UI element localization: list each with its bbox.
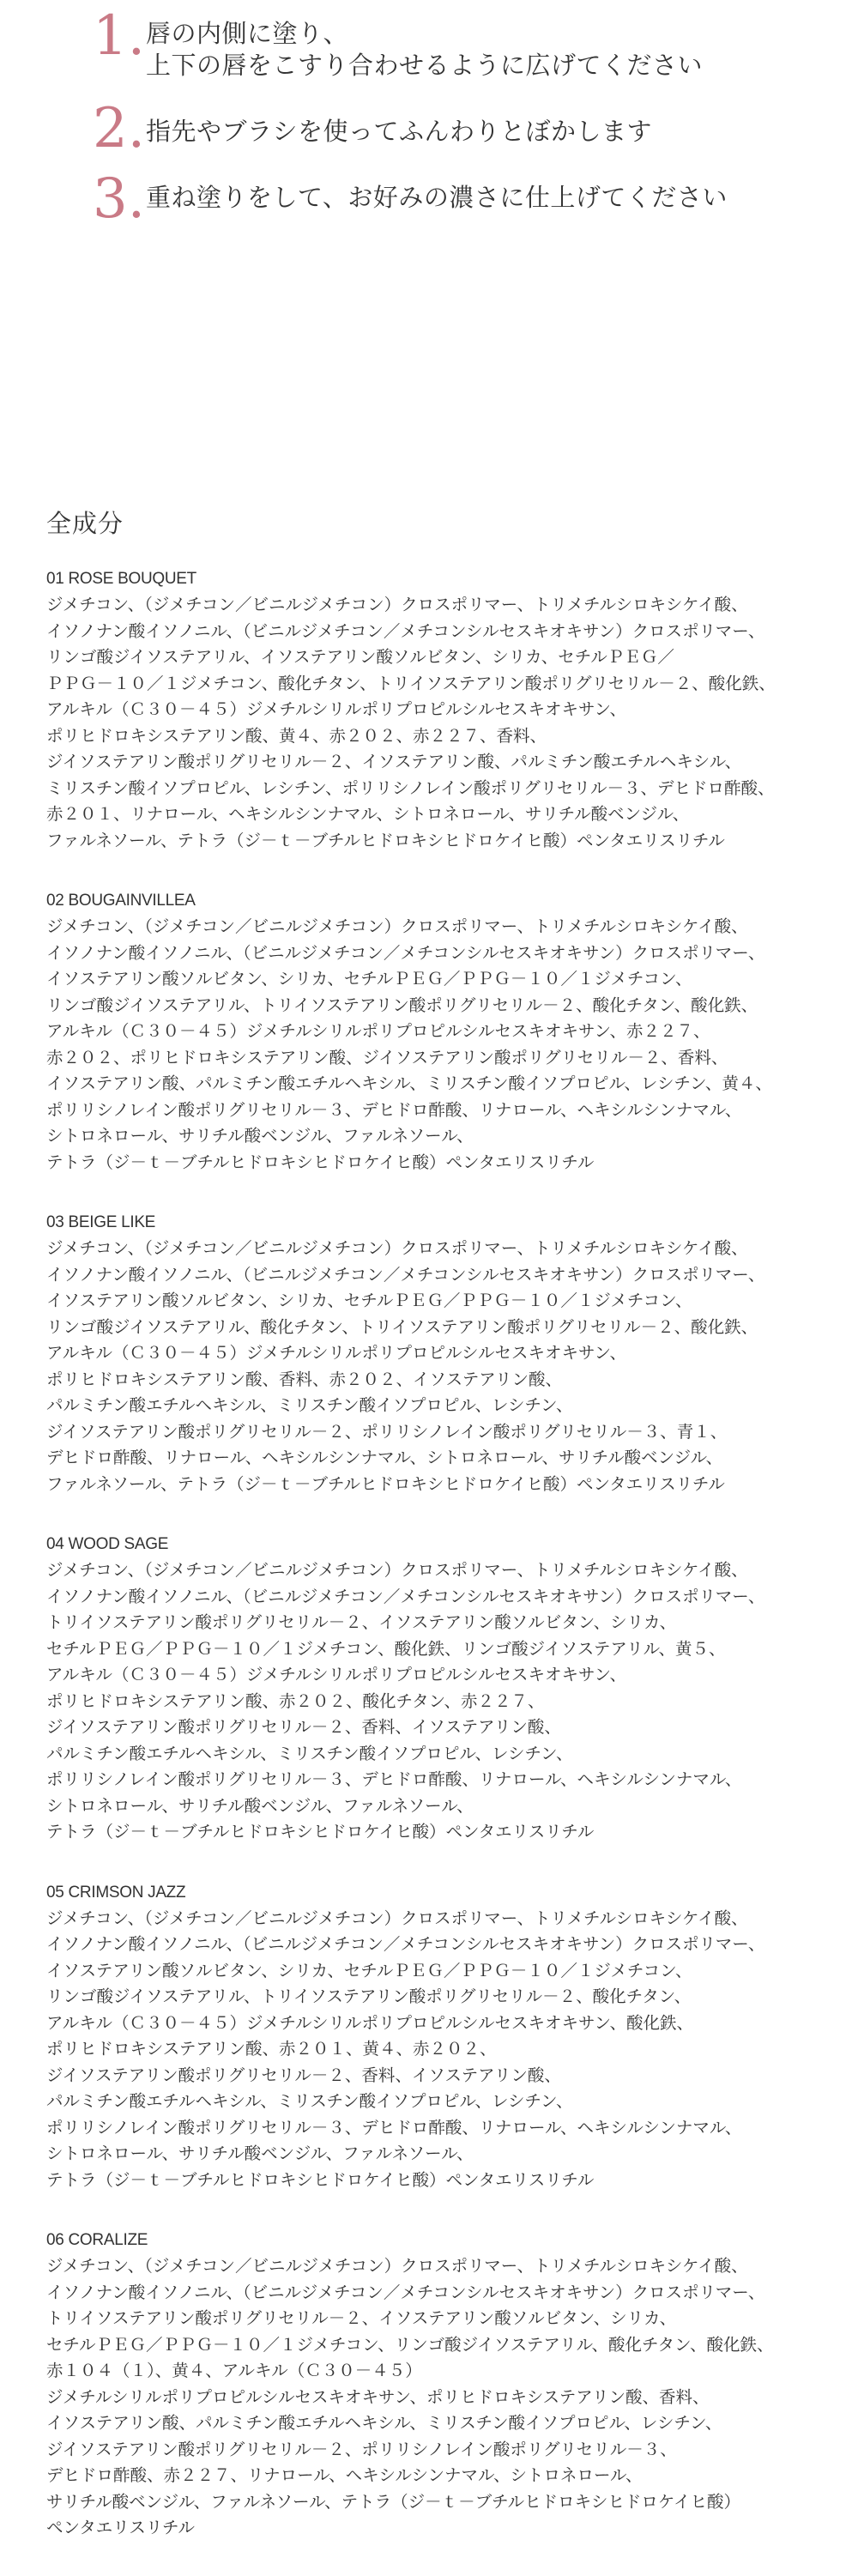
usage-step-2 (93, 97, 848, 173)
step-text-line: 上下の唇をこすり合わせるように広げてください (146, 51, 704, 80)
ingredient-line: ファルネソール、テトラ（ジ－ｔ－ブチルヒドロキシヒドロケイヒ酸）ペンタエリスリチル (46, 830, 725, 850)
ingredient-line: ＰＰＧ－１０／１ジメチコン、酸化チタン、トリイソステアリン酸ポリグリセリル－２、酸化鉄、 (46, 673, 776, 693)
ingredient-line: ジメチコン、（ジメチコン／ビニルジメチコン）クロスポリマー、トリメチルシロキシケイ酸、 (46, 2256, 748, 2276)
ingredients-heading: 全成分 (46, 509, 124, 538)
ingredient-line: イソノナン酸イソノニル、（ビニルジメチコン／メチコンシルセスキオキサン）クロスポリマー、 (46, 2282, 765, 2302)
ingredient-line: ポリヒドロキシステアリン酸、赤２０１、黄４、赤２０２、 (46, 2039, 497, 2059)
ingredient-line: シトロネロール、サリチル酸ベンジル、ファルネソール、 (46, 2144, 474, 2163)
ingredient-line: トリイソステアリン酸ポリグリセリル－２、イソステアリン酸ソルビタン、シリカ、 (46, 2308, 677, 2328)
product-ingredients (46, 566, 853, 854)
ingredient-line: アルキル（Ｃ３０－４５）ジメチルシリルポリプロピルシルセスキオキサン、 (46, 1665, 626, 1684)
ingredient-line: リンゴ酸ジイソステアリル、トリイソステアリン酸ポリグリセリル－２、酸化チタン、 (46, 1986, 692, 2006)
usage-step-1 (93, 4, 848, 103)
ingredient-line: デヒドロ酢酸、リナロール、ヘキシルシンナマル、シトロネロール、サリチル酸ベンジル、 (46, 1448, 723, 1467)
product-name: 03 BEIGE LIKE (46, 1213, 156, 1231)
ingredient-line: ジメチコン、（ジメチコン／ビニルジメチコン）クロスポリマー、トリメチルシロキシケイ酸、 (46, 916, 748, 936)
ingredient-line: シトロネロール、サリチル酸ベンジル、ファルネソール、 (46, 1126, 474, 1146)
step-number: 1. (93, 4, 146, 68)
ingredient-line: ペンタエリスリチル (46, 2518, 195, 2537)
step-text (146, 10, 703, 82)
ingredient-line: ジメチルシリルポリプロピルシルセスキオキサン、ポリヒドロキシステアリン酸、香料、 (46, 2386, 710, 2407)
product-ingredients (46, 1210, 853, 1497)
usage-steps (93, 4, 848, 233)
ingredient-line: イソステアリン酸ソルビタン、シリカ、セチルＰＥＧ／ＰＰＧ－１０／１ジメチコン、 (46, 1960, 692, 1980)
step-text (146, 103, 652, 148)
ingredient-line: イソステアリン酸、パルミチン酸エチルヘキシル、ミリスチン酸イソプロピル、レシチン、黄４、 (46, 1073, 772, 1093)
ingredient-line: サリチル酸ベンジル、ファルネソール、テトラ（ジ－ｔ－ブチルヒドロキシヒドロケイヒ酸） (46, 2491, 741, 2512)
product-name: 06 CORALIZE (46, 2231, 148, 2249)
ingredient-line: テトラ（ジ－ｔ－ブチルヒドロキシヒドロケイヒ酸）ペンタエリスリチル (46, 1822, 595, 1841)
ingredient-line: ジイソステアリン酸ポリグリセリル－２、香料、イソステアリン酸、 (46, 2065, 561, 2085)
ingredient-line: ジメチコン、（ジメチコン／ビニルジメチコン）クロスポリマー、トリメチルシロキシケイ酸、 (46, 1560, 748, 1580)
ingredient-line: リンゴ酸ジイソステアリル、酸化チタン、トリイソステアリン酸ポリグリセリル－２、酸化鉄、 (46, 1316, 758, 1337)
product-name: 01 ROSE BOUQUET (46, 570, 196, 588)
step-text-line: 指先やブラシを使ってふんわりとぼかします (146, 117, 653, 146)
product-ingredients (46, 2228, 853, 2542)
ingredients-list (46, 566, 853, 2576)
ingredient-line: ポリリシノレイン酸ポリグリセリル－３、デヒドロ酢酸、リナロール、ヘキシルシンナマル、 (46, 1099, 742, 1120)
ingredient-line: ジメチコン、（ジメチコン／ビニルジメチコン）クロスポリマー、トリメチルシロキシケイ酸、 (46, 595, 748, 614)
ingredient-line: ジイソステアリン酸ポリグリセリル－２、香料、イソステアリン酸、 (46, 1717, 561, 1737)
ingredient-line: イソノナン酸イソノニル、（ビニルジメチコン／メチコンシルセスキオキサン）クロスポリマー、 (46, 942, 765, 963)
ingredient-line: パルミチン酸エチルヘキシル、ミリスチン酸イソプロピル、レシチン、 (46, 1395, 573, 1415)
step-text-line: 重ね塗りをして、お好みの濃さに仕上げてください (146, 183, 728, 212)
step-text-line: 唇の内側に塗り、 (146, 19, 349, 48)
ingredient-line: パルミチン酸エチルヘキシル、ミリスチン酸イソプロピル、レシチン、 (46, 2091, 573, 2111)
ingredient-line: デヒドロ酢酸、赤２２７、リナロール、ヘキシルシンナマル、シトロネロール、 (46, 2465, 643, 2485)
ingredient-line: ポリヒドロキシステアリン酸、赤２０２、酸化チタン、赤２２７、 (46, 1690, 545, 1711)
step-text (146, 173, 728, 214)
ingredient-line: ポリヒドロキシステアリン酸、黄４、赤２０２、赤２２７、香料、 (46, 725, 547, 746)
ingredient-line: ジイソステアリン酸ポリグリセリル－２、ポリリシノレイン酸ポリグリセリル－３、 (46, 2439, 677, 2459)
product-ingredients (46, 1532, 853, 1846)
ingredient-line: ミリスチン酸イソプロピル、レシチン、ポリリシノレイン酸ポリグリセリル－３、デヒドロ酢酸、 (46, 777, 775, 798)
ingredient-line: ジメチコン、（ジメチコン／ビニルジメチコン）クロスポリマー、トリメチルシロキシケイ酸、 (46, 1908, 748, 1928)
ingredient-line: トリイソステアリン酸ポリグリセリル－２、イソステアリン酸ソルビタン、シリカ、 (46, 1612, 677, 1632)
ingredient-line: アルキル（Ｃ３０－４５）ジメチルシリルポリプロピルシルセスキオキサン、赤２２７、 (46, 1021, 710, 1041)
ingredient-line: ファルネソール、テトラ（ジ－ｔ－ブチルヒドロキシヒドロケイヒ酸）ペンタエリスリチル (46, 1473, 725, 1494)
ingredient-line: ポリヒドロキシステアリン酸、香料、赤２０２、イソステアリン酸、 (46, 1369, 562, 1389)
ingredient-line: アルキル（Ｃ３０－４５）ジメチルシリルポリプロピルシルセスキオキサン、酸化鉄、 (46, 2012, 693, 2033)
ingredient-line: イソノナン酸イソノニル、（ビニルジメチコン／メチコンシルセスキオキサン）クロスポリマー、 (46, 1586, 765, 1606)
ingredient-line: アルキル（Ｃ３０－４５）ジメチルシリルポリプロピルシルセスキオキサン、 (46, 1343, 626, 1363)
product-ingredients (46, 888, 853, 1176)
step-number: 2. (93, 97, 146, 160)
ingredient-line: イソノナン酸イソノニル、（ビニルジメチコン／メチコンシルセスキオキサン）クロスポリマー、 (46, 620, 765, 641)
ingredient-line: ジイソステアリン酸ポリグリセリル－２、ポリリシノレイン酸ポリグリセリル－３、青１、 (46, 1421, 728, 1442)
ingredient-line: リンゴ酸ジイソステアリル、トリイソステアリン酸ポリグリセリル－２、酸化チタン、酸化鉄、 (46, 995, 758, 1015)
ingredient-line: セチルＰＥＧ／ＰＰＧ－１０／１ジメチコン、リンゴ酸ジイソステアリル、酸化チタン、酸化鉄、 (46, 2334, 774, 2355)
ingredient-line: ジイソステアリン酸ポリグリセリル－２、イソステアリン酸、パルミチン酸エチルヘキシル、 (46, 752, 742, 771)
ingredient-line: パルミチン酸エチルヘキシル、ミリスチン酸イソプロピル、レシチン、 (46, 1743, 573, 1763)
ingredient-line: ジメチコン、（ジメチコン／ビニルジメチコン）クロスポリマー、トリメチルシロキシケイ酸、 (46, 1238, 748, 1258)
product-name: 05 CRIMSON JAZZ (46, 1883, 186, 1902)
ingredient-line: リンゴ酸ジイソステアリル、イソステアリン酸ソルビタン、シリカ、セチルＰＥＧ／ (46, 647, 674, 667)
ingredient-line: イソステアリン酸ソルビタン、シリカ、セチルＰＥＧ／ＰＰＧ－１０／１ジメチコン、 (46, 1291, 692, 1310)
ingredient-line: ポリリシノレイン酸ポリグリセリル－３、デヒドロ酢酸、リナロール、ヘキシルシンナマル、 (46, 2117, 742, 2138)
ingredient-line: セチルＰＥＧ／ＰＰＧ－１０／１ジメチコン、酸化鉄、リンゴ酸ジイソステアリル、黄５、 (46, 1638, 726, 1659)
ingredient-line: 赤２０１、リナロール、ヘキシルシンナマル、シトロネロール、サリチル酸ベンジル、 (46, 804, 690, 824)
ingredient-line: ポリリシノレイン酸ポリグリセリル－３、デヒドロ酢酸、リナロール、ヘキシルシンナマル、 (46, 1769, 742, 1789)
ingredient-line: テトラ（ジ－ｔ－ブチルヒドロキシヒドロケイヒ酸）ペンタエリスリチル (46, 2169, 595, 2190)
product-name: 04 WOOD SAGE (46, 1535, 169, 1553)
ingredient-line: イソノナン酸イソノニル、（ビニルジメチコン／メチコンシルセスキオキサン）クロスポリマー、 (46, 1934, 765, 1954)
ingredient-line: イソステアリン酸、パルミチン酸エチルヘキシル、ミリスチン酸イソプロピル、レシチン、 (46, 2413, 722, 2433)
step-number: 3. (93, 167, 146, 231)
ingredient-line: イソステアリン酸ソルビタン、シリカ、セチルＰＥＧ／ＰＰＧ－１０／１ジメチコン、 (46, 969, 692, 989)
product-name: 02 BOUGAINVILLEA (46, 892, 196, 910)
product-ingredients (46, 1880, 853, 2194)
ingredient-line: 赤２０２、ポリヒドロキシステアリン酸、ジイソステアリン酸ポリグリセリル－２、香料、 (46, 1047, 728, 1067)
ingredient-line: 赤１０４（１）、黄４、アルキル（Ｃ３０－４５） (46, 2361, 422, 2380)
ingredient-line: イソノナン酸イソノニル、（ビニルジメチコン／メチコンシルセスキオキサン）クロスポリマー、 (46, 1264, 765, 1285)
ingredient-line: アルキル（Ｃ３０－４５）ジメチルシリルポリプロピルシルセスキオキサン、 (46, 699, 626, 719)
ingredient-line: シトロネロール、サリチル酸ベンジル、ファルネソール、 (46, 1795, 474, 1816)
usage-step-3 (93, 167, 848, 233)
ingredient-line: テトラ（ジ－ｔ－ブチルヒドロキシヒドロケイヒ酸）ペンタエリスリチル (46, 1152, 595, 1172)
